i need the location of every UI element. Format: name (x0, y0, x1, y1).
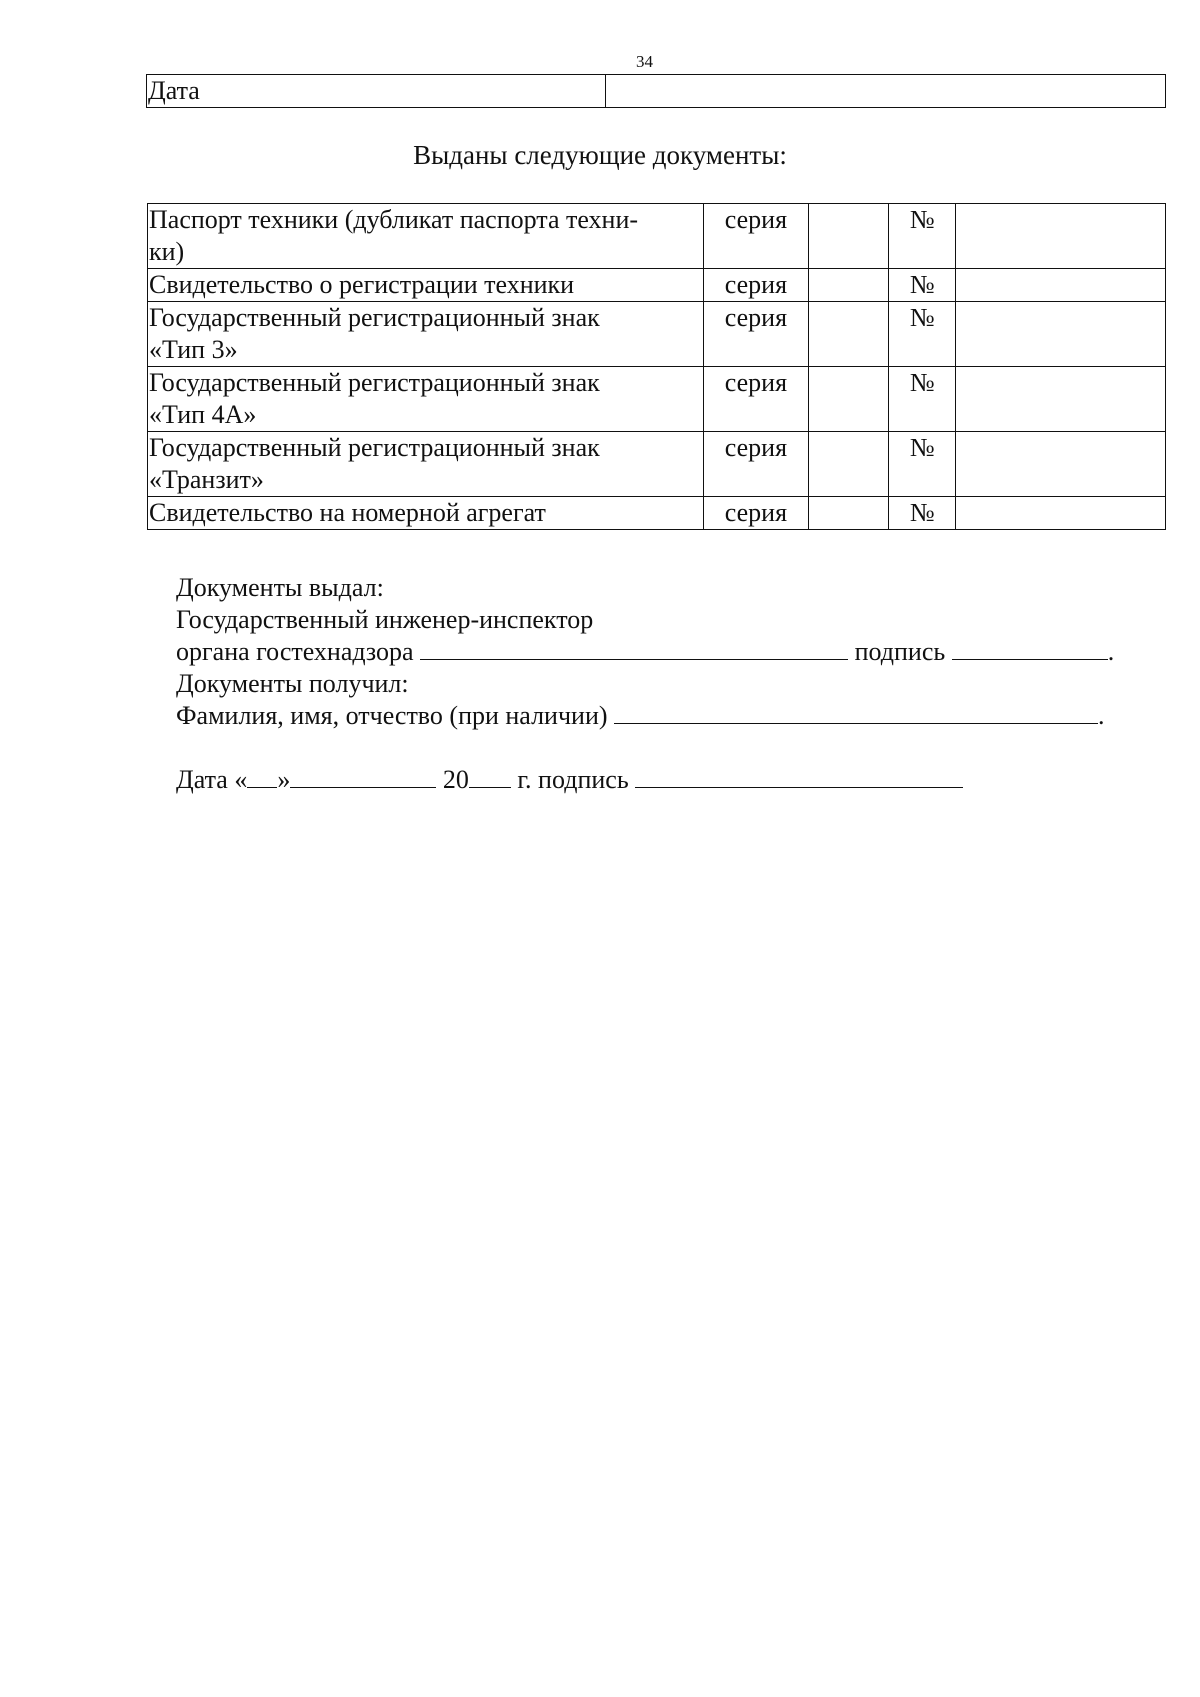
document-name: Свидетельство на номерной агрегат (148, 497, 704, 530)
date-signature-line: Дата « » 20 г. подпись (176, 764, 963, 796)
table-row (148, 269, 1166, 302)
number-label: № (889, 204, 956, 269)
number-label: № (889, 302, 956, 367)
number-value-cell[interactable] (956, 367, 1166, 432)
month-field[interactable] (290, 765, 436, 788)
number-label: № (889, 497, 956, 530)
number-label: № (889, 269, 956, 302)
date-table (146, 74, 1166, 108)
date-label: Дата (147, 75, 606, 108)
seria-value-cell[interactable] (808, 432, 889, 497)
seria-value-cell[interactable] (808, 367, 889, 432)
received-by-label: Документы получил: (176, 669, 409, 698)
table-row (148, 302, 1166, 367)
number-value-cell[interactable] (956, 269, 1166, 302)
inspector-name-field[interactable] (420, 637, 848, 660)
day-field[interactable] (247, 765, 277, 788)
seria-label: серия (704, 432, 809, 497)
seria-value-cell[interactable] (808, 497, 889, 530)
page-number: 34 (636, 52, 653, 71)
seria-label: серия (704, 367, 809, 432)
inspector-title: Государственный инженер-инспектор (176, 605, 594, 634)
document-name: Государственный регистрационный знак «Тип 3» (148, 302, 704, 367)
document-name: Государственный регистрационный знак «Тип 4А» (148, 367, 704, 432)
document-name: Государственный регистрационный знак «Транзит» (148, 432, 704, 497)
date-row (147, 75, 1166, 108)
number-value-cell[interactable] (956, 302, 1166, 367)
issued-by-label: Документы выдал: (176, 573, 384, 602)
documents-heading: Выданы следующие документы: (413, 140, 787, 170)
inspector-authority: органа гостехнадзора (176, 637, 414, 666)
seria-label: серия (704, 204, 809, 269)
seria-value-cell[interactable] (808, 269, 889, 302)
number-label: № (889, 367, 956, 432)
seria-label: серия (704, 302, 809, 367)
number-label: № (889, 432, 956, 497)
table-row (148, 432, 1166, 497)
year-prefix: 20 (442, 765, 469, 794)
table-row (148, 497, 1166, 530)
document-name: Паспорт техники (дубликат паспорта техни- ки) (148, 204, 704, 269)
seria-label: серия (704, 269, 809, 302)
number-value-cell[interactable] (956, 497, 1166, 530)
documents-table (147, 203, 1166, 530)
fio-field[interactable] (614, 701, 1098, 724)
signature-label: подпись (854, 637, 946, 666)
date-value-cell[interactable] (606, 75, 1166, 108)
fio-line: Фамилия, имя, отчество (при наличии) . (176, 701, 1105, 730)
table-row (148, 204, 1166, 269)
seria-value-cell[interactable] (808, 204, 889, 269)
document-name: Свидетельство о регистрации техники (148, 269, 704, 302)
inspector-signature-field[interactable] (952, 637, 1108, 660)
number-value-cell[interactable] (956, 432, 1166, 497)
number-value-cell[interactable] (956, 204, 1166, 269)
seria-value-cell[interactable] (808, 302, 889, 367)
year-field[interactable] (469, 765, 511, 788)
date-prefix: Дата « (176, 765, 248, 794)
receiver-signature-field[interactable] (635, 765, 963, 788)
fio-label: Фамилия, имя, отчество (при наличии) (176, 701, 608, 730)
seria-label: серия (704, 497, 809, 530)
year-suffix: г. подпись (517, 765, 629, 794)
table-row (148, 367, 1166, 432)
inspector-signature-line: органа гостехнадзора подпись . (176, 637, 1115, 666)
